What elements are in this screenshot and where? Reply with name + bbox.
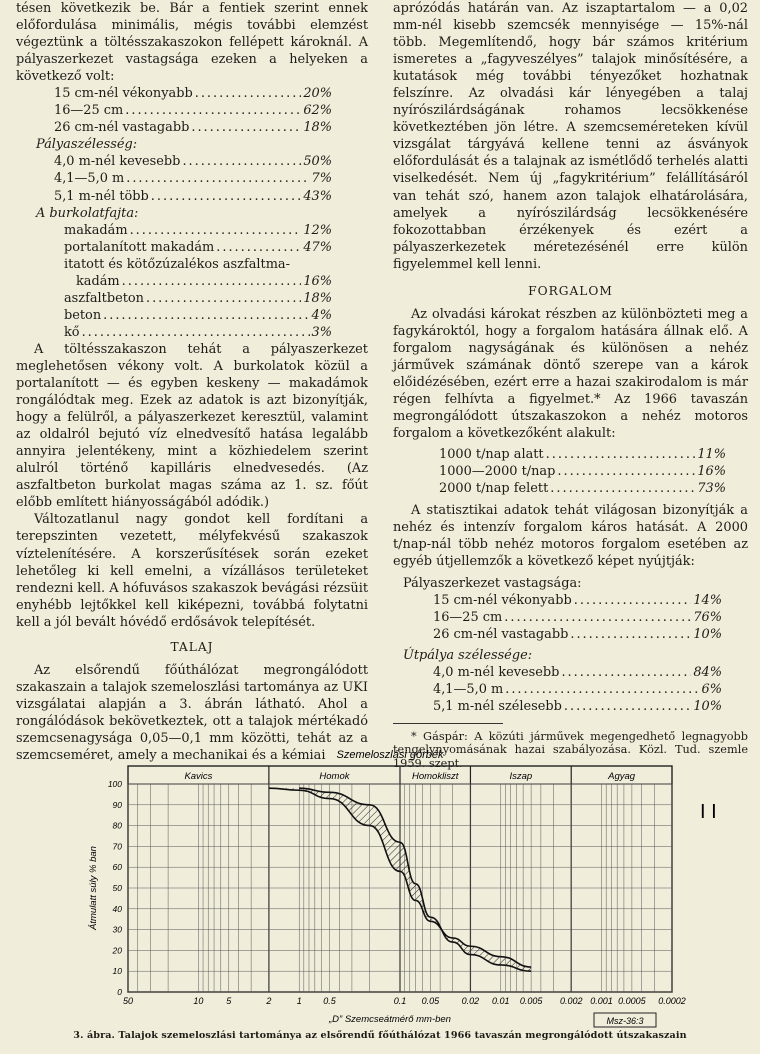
y-tick-label: 30 (112, 924, 122, 935)
width-list (16, 153, 368, 204)
y-tick-label: 90 (112, 799, 122, 810)
thickness-list-right (393, 592, 748, 643)
left-paragraph-2: A töltésszakaszon tehát a pályaszerkezet meglehetősen vékony volt. A burkolatok közül a portalanított — és egyben keskeny — makadámok rongálódtak meg. Ezek az adatok is azt bizonyítják, hogy a felülről, a pályaszerkezet keresztül, valamint az oldalról bejutó víz elnedvesítő hatása legalább annyira jelentékeny, mint a közhiedelem szerint alulról történő kapilláris elnedvesedés. (Az aszfaltbeton burkolat magas száma az 1. sz. főút előbb említett hiányosságából adódik.) (16, 341, 368, 511)
list-item: beton ..... 4% (64, 307, 332, 324)
pavement-list (16, 222, 368, 341)
y-tick-label: 60 (112, 862, 122, 873)
width-title-right: Útpálya szélessége: (403, 647, 533, 663)
x-tick-label: 0.002 (559, 996, 583, 1006)
zone-label: Homok (319, 771, 350, 782)
list-item: 4,1—5,0 m ..... 6% (433, 681, 722, 698)
right-paragraph-3: A statisztikai adatok tehát világosan bizonyítják a nehéz és intenzív forgalom káros hatását. A 2000 t/nap-nál több nehéz motoros forgalom esetében az egyéb útjellemzők a következő képet nyújtják: (393, 503, 748, 570)
x-tick-label: 0.02 (461, 996, 480, 1006)
y-tick-label: 100 (107, 779, 122, 789)
x-tick-label: 2 (266, 996, 272, 1006)
x-tick-label: 0.0005 (618, 996, 646, 1006)
section-heading-forgalom: FORGALOM (528, 283, 613, 298)
zone-label: Homokliszt (411, 771, 459, 782)
figure-caption: 3. ábra. Talajok szemeloszlási tartománya az elsőrendű főúthálózat 1966 tavaszán megrongálódott útszakaszain (73, 1030, 687, 1041)
list-item: 1000 t/nap alatt ..... 11% (439, 446, 726, 463)
chart-title: Szemeloszlási görbék (336, 749, 444, 761)
list-item: 1000—2000 t/nap ..... 16% (439, 463, 726, 480)
grain-size-chart (0, 742, 760, 1030)
x-axis-label: „D” Szemcseátmérő mm-ben (329, 1014, 451, 1025)
left-paragraph-3: Változatlanul nagy gondot kell fordítani a terepszinten vezetett, mélyfekvésű szakaszok víztelenítésére. A korszerűsítések során ezeket lehetőleg ki kell emelni, a vízállásos területeket rendezni kell. A hófuvásos szakaszok bevágási rézsüit enyhébb lejtőkkel kell kiképezni, továbbá folytatni kell a jól bevált hóvédő erdősávok telepítését. (16, 512, 368, 630)
footnote-rule (393, 723, 503, 724)
zone-label: Kavics (184, 771, 213, 782)
x-tick-label: 0.1 (393, 996, 407, 1006)
list-item: 26 cm-nél vastagabb ..... 10% (433, 626, 722, 643)
width-title: Pályaszélesség: (36, 137, 138, 153)
x-tick-label: 0.5 (323, 996, 336, 1006)
list-item: 26 cm-nél vastagabb ..... 18% (54, 119, 332, 136)
y-tick-label: 70 (112, 841, 122, 852)
list-item: aszfaltbeton ..... 18% (64, 290, 332, 307)
list-item: 16—25 cm ..... 76% (433, 609, 722, 626)
list-item: 15 cm-nél vékonyabb ..... 20% (54, 85, 332, 102)
list-item: 5,1 m-nél több ..... 43% (54, 188, 332, 205)
x-tick-label: 0.01 (492, 996, 510, 1006)
y-tick-label: 40 (112, 903, 122, 914)
figure-tag: Msz-36:3 (606, 1016, 644, 1026)
pavement-title: A burkolatfajta: (36, 205, 139, 221)
list-item: 4,0 m-nél kevesebb ..... 50% (54, 153, 332, 170)
x-tick-label: 10 (193, 996, 204, 1006)
traffic-list (393, 446, 748, 497)
zone-label: Agyag (608, 771, 636, 782)
list-item: kadám ..... 16% (64, 273, 332, 290)
x-tick-label: 0.005 (519, 996, 543, 1006)
list-item: itatott és kötőzúzalékos aszfaltma- (64, 256, 290, 272)
thickness-list (16, 85, 368, 136)
list-item: 15 cm-nél vékonyabb ..... 14% (433, 592, 722, 609)
footnote: * Gáspár: A közúti járművek megengedhető legnagyobb tengelynyomásának hazai szabályozása. Közl. Tud. szemle 1959. szept. (393, 729, 748, 771)
list-item: kő ..... 3% (64, 324, 332, 341)
left-paragraph-4: Az elsőrendű főúthálózat megrongálódott szakaszain a talajok szemeloszlási tartománya az UKI vizsgálatai alapján a 3. ábrán látható. Ahol a rongálódások bekövetkeztek, ott a talajok mértékadó szemcsenagysága 0,05—0,1 mm közötti, tehát az a szemcseméret, amely a mechanikai és a kémiai (16, 662, 368, 764)
y-tick-label: 80 (112, 820, 122, 831)
y-axis-label: Átmulatt súly % ban (88, 846, 99, 930)
series-line-fine (299, 788, 531, 971)
x-tick-label: 0.001 (590, 996, 613, 1006)
right-column (393, 0, 748, 771)
left-column (16, 0, 368, 764)
thickness-title: Pályaszerkezet vastagsága: (403, 575, 582, 591)
width-list-right (393, 664, 748, 715)
y-tick-label: 50 (112, 883, 122, 893)
zone-label: Iszap (509, 771, 533, 782)
x-tick-label: 0.05 (421, 996, 440, 1006)
x-tick-label: 1 (296, 996, 302, 1006)
y-tick-label: 20 (112, 945, 122, 956)
list-item: makadám ..... 12% (64, 222, 332, 239)
y-tick-label: 10 (112, 966, 122, 977)
right-paragraph-2: Az olvadási károkat részben az különbözteti meg a fagykároktól, hogy a forgalom hatására állnak elő. A forgalom nagyságának és különösen a nehéz járművek számának döntő szerepe van a károk előidézésében, ezért erre a hazai szakirodalom is már régen felhívta a figyelmet.* Az 1966 tavaszán megrongálódott útszakaszokon a nehéz motoros forgalom a következőként alakult: (393, 306, 748, 442)
x-tick-label: 5 (226, 996, 232, 1006)
right-paragraph-1: aprózódás határán van. Az iszaptartalom — a 0,02 mm-nél kisebb szemcsék mennyisége — 15%-nál több. Megemlítendő, hogy bár számos kritérium ismeretes a „fagyveszélyes” talajok minősítésére, a kutatások még további tényezőket hozhatnak felszínre. Az olvadási kár lényegében a talaj nyírószilárdságának rohamos lecsökkenése következtében jön létre. A szemcseméreteken kívül vizsgálat tárgyává kellene tenni az ásványok előfordulását és a talajnak az ismétlődő terhelés alatti viselkedését. Nem új „fagykritérium” felállításáról van tehát szó, hanem azon talajok elhatárolására, amelyek a nyírószilárdság lecsökkenésére fokozottabban érzékenyek és ezért a pályaszerkezetek méretezésénél erre külön figyelemmel kell lenni. (393, 1, 748, 272)
list-item: 4,0 m-nél kevesebb ..... 84% (433, 664, 722, 681)
list-item: 16—25 cm ..... 62% (54, 102, 332, 119)
x-tick-label: 50 (122, 996, 134, 1006)
list-item: 5,1 m-nél szélesebb ..... 10% (433, 698, 722, 715)
margin-mark: I I (700, 801, 717, 823)
left-paragraph-1: tésen következik be. Bár a fentiek szerint ennek előfordulása minimális, mégis további elemzést végeztünk a töltésszakaszokon fellépett károknál. A pályaszerkezet vastagsága ezeken a helyeken a következő volt: (16, 1, 368, 85)
list-item: 2000 t/nap felett ..... 73% (439, 480, 726, 497)
list-item: portalanított makadám ..... 47% (64, 239, 332, 256)
x-tick-label: 0.0002 (658, 996, 686, 1006)
y-tick-label: 0 (117, 987, 122, 997)
list-item: 4,1—5,0 m ..... 7% (54, 170, 332, 187)
figure-3 (0, 742, 760, 1054)
section-heading-talaj: TALAJ (170, 639, 214, 654)
